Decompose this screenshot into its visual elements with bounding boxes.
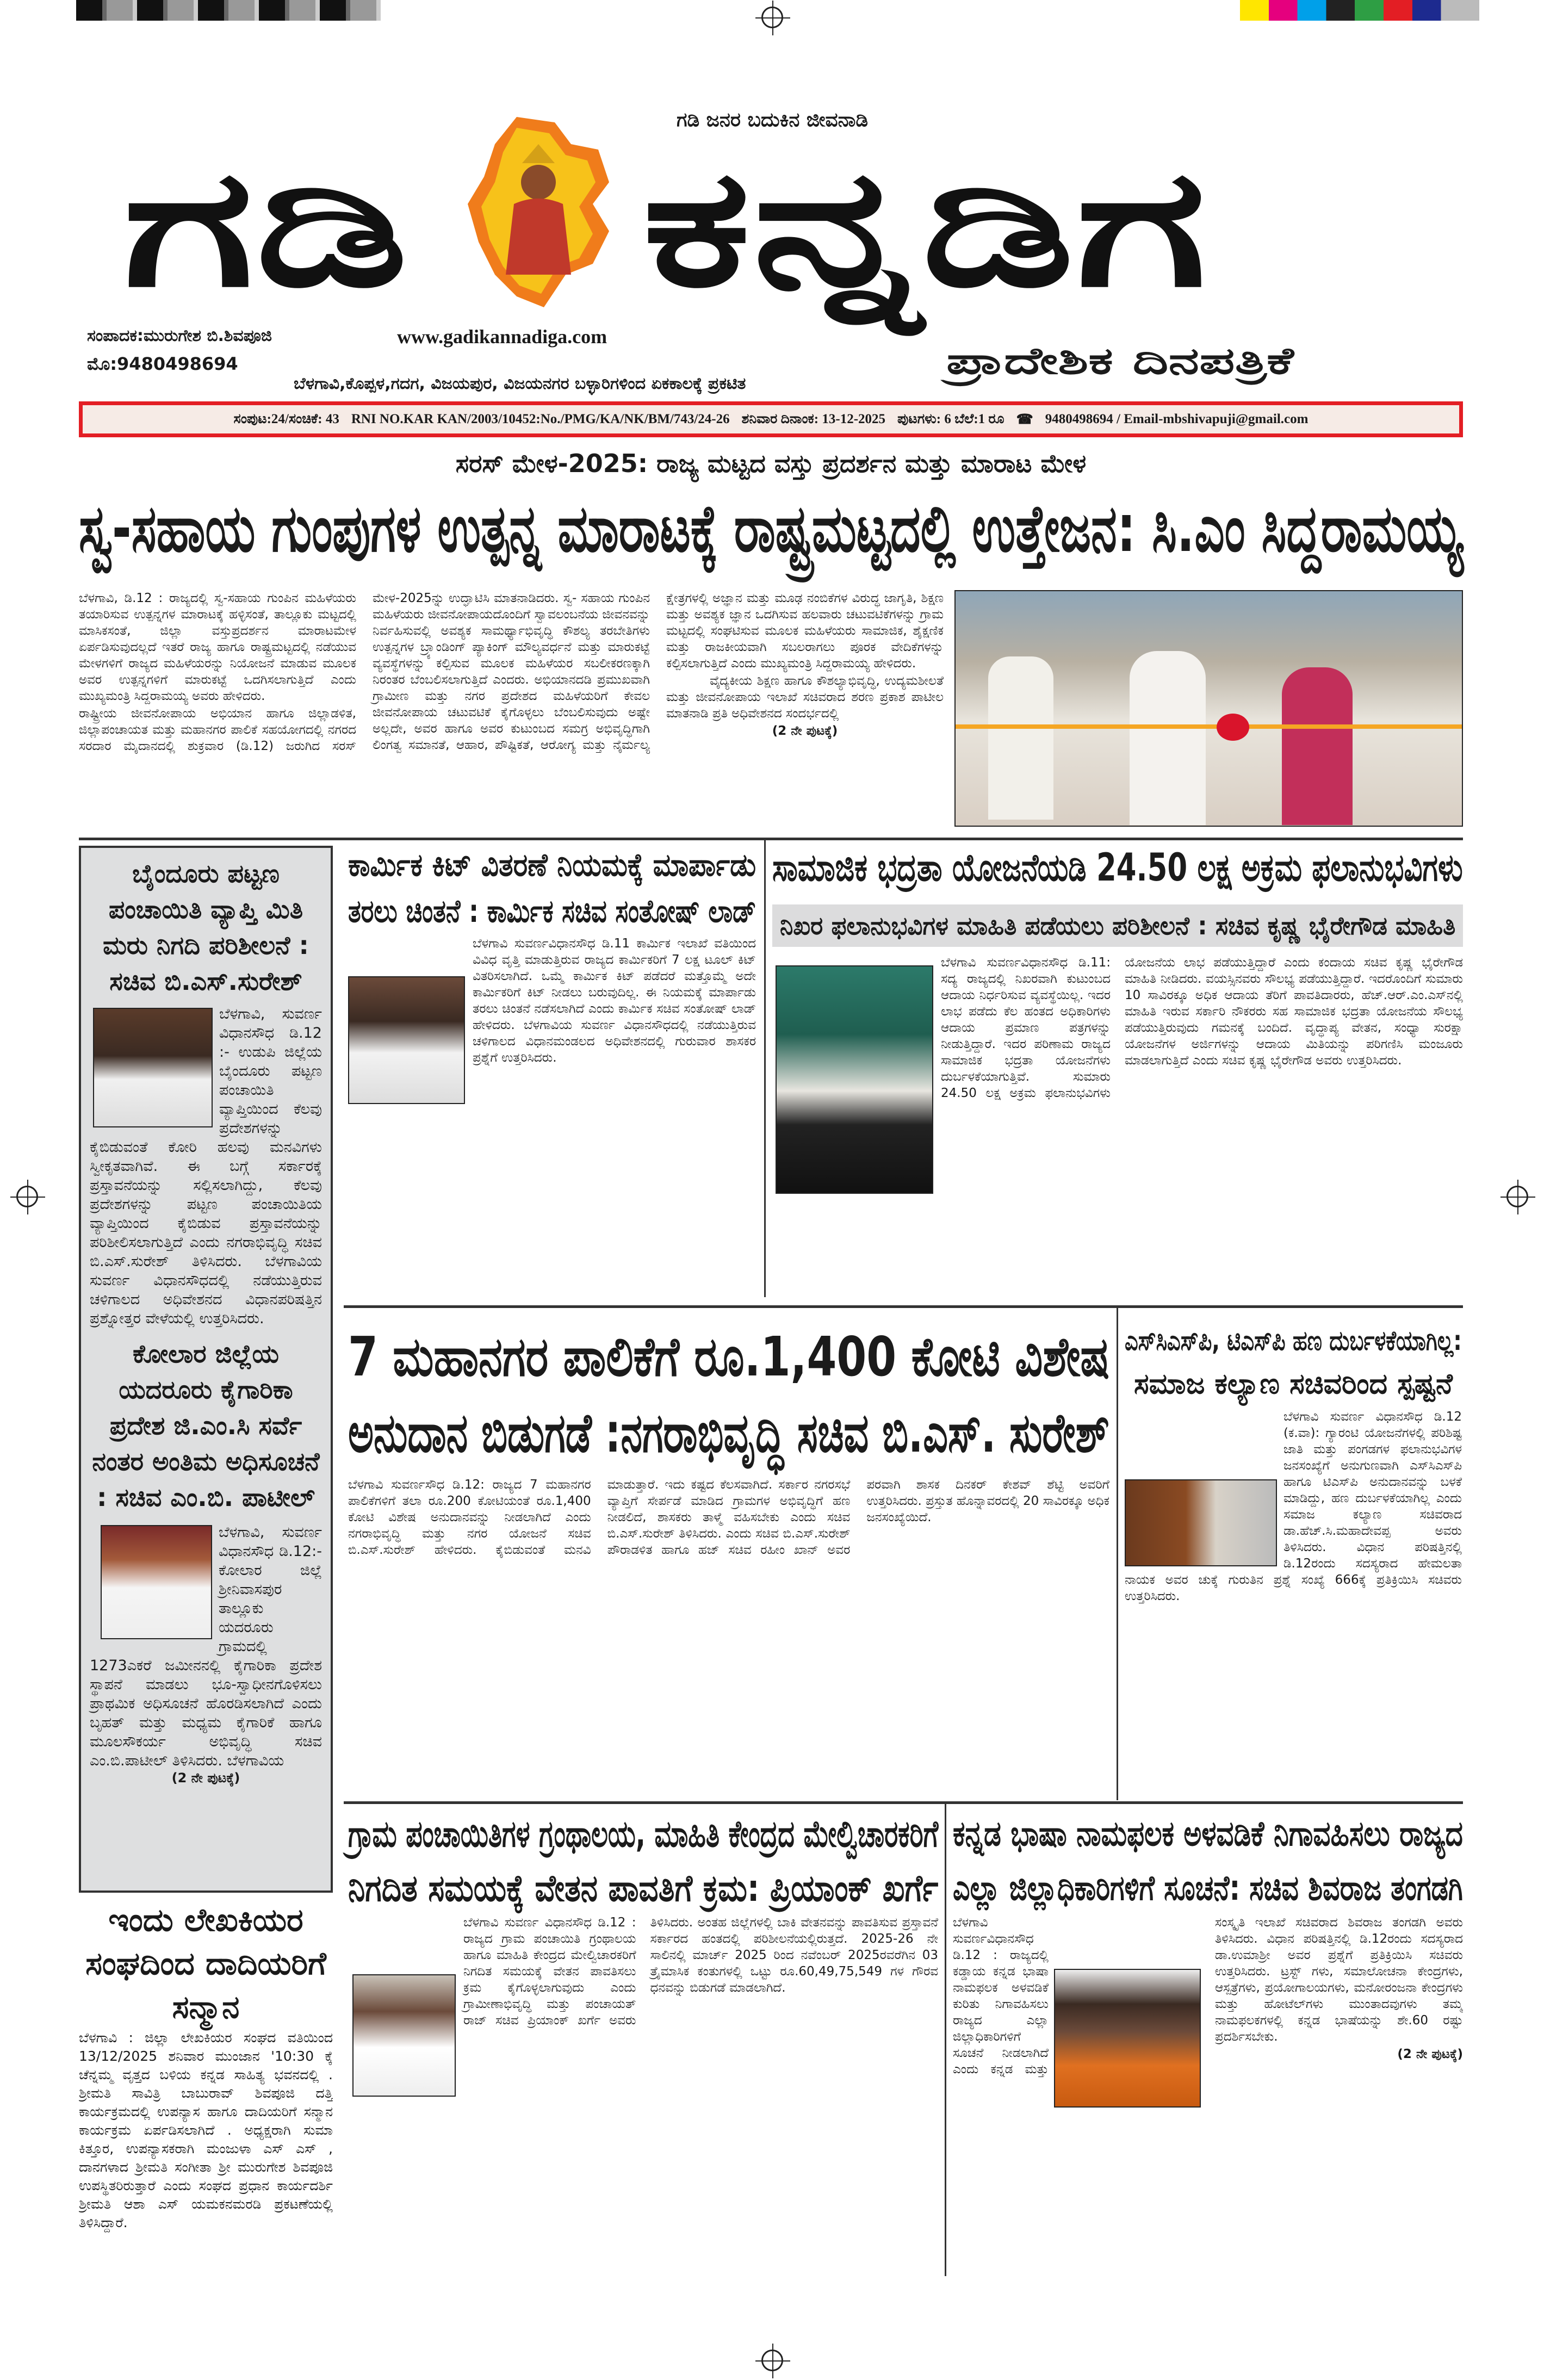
registration-mark-bottom [761, 2350, 783, 2371]
divider [79, 838, 1463, 840]
main-story-kicker: ಸರಸ್ ಮೇಳ-2025: ರಾಜ್ಯ ಮಟ್ಟದ ವಸ್ತು ಪ್ರದರ್ಶನ ಮತ್ತು ಮಾರಾಟ ಮೇಳ [455, 449, 1087, 478]
minister-tangadagi-photo [1054, 1969, 1201, 2108]
kolar-body: ಬೆಳಗಾವಿ, ಸುವರ್ಣ ವಿಧಾನಸೌಧ ಡಿ.12:- ಕೋಲಾರ ಜಿಲ್ಲೆ ಶ್ರೀನಿವಾಸಪುರ ತಾಲ್ಲೂಕು ಯದರೂರು ಗ್ರಾಮದಲ್ಲಿ 1273ಎಕರೆ ಜಮೀನನಲ್ಲಿ ಕೈಗಾರಿಕಾ ಪ್ರದೇಶ ಸ್ಥಾಪನೆ ಮಾಡಲು ಭೂ-ಸ್ವಾಧೀನಗೊಳಿಸಲು ಪ್ರಾಥಮಿಕ ಅಧಿಸೂಚನೆ ಹೊರಡಿಸಲಾಗಿದೆ ಎಂದು ಬೃಹತ್ ಮತ್ತು ಮಧ್ಯಮ ಕೈಗಾರಿಕೆ ಹಾಗೂ ಮೂಲಸೌಕರ್ಯ ಅಭಿವೃದ್ಧಿ ಸಚಿವ ಎಂ.ಬಿ.ಪಾಟೀಲ್ ತಿಳಿಸಿದರು. ಬೆಳಗಾವಿಯ [90, 1524, 322, 1769]
library-headline-line2: ನಿಗದಿತ ಸಮಯಕ್ಕೆ ವೇತನ ಪಾವತಿಗೆ ಕ್ರಮ: ಪ್ರಿಯಾಂಕ್ ಖರ್ಗೆ [348, 1867, 939, 1910]
divider [344, 1801, 1463, 1804]
main-story-headline: ಸ್ವ-ಸಹಾಯ ಗುಂಪುಗಳ ಉತ್ಪನ್ನ ಮಾರಾಟಕ್ಕೆ ರಾಷ್ಟ್ರಮಟ್ಟದಲ್ಲಿ ಉತ್ತೇಜನ: ಸಿ.ಎಂ ಸಿದ್ದರಾಮಯ್ಯ [79, 491, 1464, 567]
minister-kharge-photo [352, 1974, 456, 2097]
paragraph: ಬೆಳಗಾವಿ ಸುವರ್ಣವಿಧಾನಸೌಧ ಡಿ.11 ಕಾರ್ಮಿಕ ಇಲಾಖೆ ವತಿಯಿಂದ ವಿವಿಧ ವೃತ್ತಿ ಮಾಡುತ್ತಿರುವ ರಾಜ್ಯದ ಕಾರ್ಮಿಕರಿಗೆ 7 ಲಕ್ಷ ಟೂಲ್ ಕಿಟ್ ವಿತರಿಸಲಾಗಿದೆ. ಒಮ್ಮೆ ಕಾರ್ಮಿಕ ಕಿಟ್ ಪಡೆದರೆ ಮತ್ತೊಮ್ಮೆ ಅದೇ ಕಾರ್ಮಿಕರಿಗೆ ಕಿಟ್ ನೀಡಲು ಬರುವುದಿಲ್ಲ. ಈ ನಿಯಮಕ್ಕೆ ಮಾರ್ಪಾಡು ತರಲು ಚಿಂತನೆ ನಡೆಸಲಾಗಿದೆ ಎಂದು ಕಾರ್ಮಿಕ ಸಚಿವ ಸಂತೋಷ್ ಲಾಡ್ ಹೇಳಿದರು. ಬೆಳಗಾವಿಯ ಸುವರ್ಣ ವಿಧಾನಸೌಧದಲ್ಲಿ ನಡೆಯುತ್ತಿರುವ ಚಳಿಗಾಲದ ವಿಧಾನಮಂಡಲದ ಅಧಿವೇಶನದಲ್ಲಿ ಗುರುವಾರ ಶಾಸಕರ ಪ್ರಶ್ನೆಗೆ ಉತ್ತರಿಸಿದರು. [473, 937, 756, 1065]
signboard-headline-line2: ಎಲ್ಲಾ ಜಿಲ್ಲಾಧಿಕಾರಿಗಳಿಗೆ ಸೂಚನೆ: ಸಚಿವ ಶಿವರಾಜ ತಂಗಡಗಿ [953, 1868, 1463, 1908]
continued-label[interactable]: (2 ನೇ ಪುಟಕ್ಕೆ) [171, 1770, 240, 1786]
publication-regions: ಬೆಳಗಾವಿ,ಕೊಪ್ಪಳ,ಗದಗ, ವಿಜಯಪುರ, ವಿಜಯನಗರ ಬಳ್ಳಾರಿಗಳಿಂದ ಏಕಕಾಲಕ್ಕೆ ಪ್ರಕಟಿತ [294, 374, 746, 393]
labour-body [348, 935, 756, 1289]
scsp-body [1125, 1409, 1462, 1789]
divider [344, 1305, 1463, 1308]
library-headline-line1: ಗ್ರಾಮ ಪಂಚಾಯಿತಿಗಳ ಗ್ರಂಥಾಲಯ, ಮಾಹಿತಿ ಕೇಂದ್ರದ ಮೇಲ್ವಿಚಾರಕರಿಗೆ [348, 1813, 939, 1856]
minister-suresh-photo [93, 1008, 213, 1127]
editor-mobile: ಮೊ:9480498694 [87, 354, 238, 374]
karnataka-map-goddess-logo [435, 111, 642, 318]
pension-subhead: ನಿಖರ ಫಲಾನುಭವಿಗಳ ಮಾಹಿತಿ ಪಡೆಯಲು ಪರಿಶೀಲನೆ : ಸಚಿವ ಕೃಷ್ಣ ಭೈರೇಗೌಡ ಮಾಹಿತಿ [780, 911, 1456, 940]
minister-patil-photo [101, 1525, 212, 1639]
rni-number: RNI NO.KAR KAN/2003/10452:No./PMG/KA/NK/BM/743/24-26 [351, 412, 730, 426]
paragraph: ಬೆಳಗಾವಿ ಸುವರ್ಣಸೌಧ ಡಿ.12: ರಾಜ್ಯದ 7 ಮಹಾನಗರ ಪಾಲಿಕೆಗಳಿಗೆ ತಲಾ ರೂ.200 ಕೋಟಿಯಂತೆ ರೂ.1,400 ಕೋಟಿ ವಿಶೇಷ ಅನುದಾನವನ್ನು ನೀಡಲಾಗಿದೆ ಎಂದು ನಗರಾಭಿವೃದ್ಧಿ ಮತ್ತು ನಗರ ಯೋಜನೆ ಸಚಿವ ಬಿ.ಎಸ್.ಸುರೇಶ್ ಹೇಳಿದರು. ಕೈಬಿಡುವಂತೆ ಮನವಿ ಮಾಡುತ್ತಾರೆ. ಇದು ಕಷ್ಟದ ಕೆಲಸವಾಗಿದೆ. ಸರ್ಕಾರ ನಗರಸಭೆ ವ್ಯಾಪ್ತಿಗೆ ಸೇರ್ಪಡೆ ಮಾಡಿದ ಗ್ರಾಮಗಳ ಅಭಿವೃದ್ಧಿಗೆ ಹಣ ನೀಡಲಿದೆ, ಶಾಸಕರು ತಾಳ್ಮೆ ವಹಿಸಬೇಕು ಎಂದು ಸಚಿವ ಬಿ.ಎಸ್.ಸುರೇಶ್ ತಿಳಿಸಿದರು. ಎಂದು ಸಚಿವ ಬಿ.ಎಸ್.ಸುರೇಶ್ ಪೌರಾಡಳಿತ ಹಾಗೂ ಹಜ್ ಸಚಿವ ರಹೀಂ ಖಾನ್ ಅವರ ಪರವಾಗಿ ಶಾಸಕ ದಿನಕರ್ ಕೇಶವ್ ಶೆಟ್ಟಿ ಅವರಿಗೆ ಉತ್ತರಿಸಿದರು. ಪ್ರಸ್ತುತ ಹೊನ್ನಾವರದಲ್ಲಿ 20 ಸಾವಿರಕ್ಕೂ ಅಧಿಕ ಜನಸಂಖ್ಯೆಯಿದೆ. [348, 1478, 1109, 1557]
library-body [348, 1914, 938, 2273]
kolar-headline: ಕೋಲಾರ ಜಿಲ್ಲೆಯ ಯದರೂರು ಕೈಗಾರಿಕಾ ಪ್ರದೇಶ ಜಿ.ಎಂ.ಸಿ ಸರ್ವೆ ನಂತರ ಅಂತಿಮ ಅಧಿಸೂಚನೆ : ಸಚಿವ ಎಂ.ಬಿ. ಪಾಟೀಲ್ [92, 1339, 320, 1512]
paragraph: ಬೆಳಗಾವಿ ಸುವರ್ಣ ವಿಧಾನಸೌಧ ಡಿ.12 : ರಾಜ್ಯದ ಗ್ರಾಮ ಪಂಚಾಯಿತಿ ಗ್ರಂಥಾಲಯ ಹಾಗೂ ಮಾಹಿತಿ ಕೇಂದ್ರದ ಮೇಲ್ವಿಚಾರಕರಿಗೆ ನಿಗದಿತ ಸಮಯಕ್ಕೆ ವೇತನ ಪಾವತಿಸಲು ಕ್ರಮ ಕೈಗೊಳ್ಳಲಾಗುವುದು ಎಂದು ಗ್ರಾಮೀಣಾಭಿವೃದ್ಧಿ ಮತ್ತು ಪಂಚಾಯತ್ ರಾಜ್ ಸಚಿವ ಪ್ರಿಯಾಂಕ್ ಖರ್ಗೆ ಅವರು ತಿಳಿಸಿದರು. ಅಂತಹ ಜಿಲ್ಲೆಗಳಲ್ಲಿ ಬಾಕಿ ವೇತನವನ್ನು ಪಾವತಿಸುವ ಪ್ರಸ್ತಾವನೆ ಸರ್ಕಾರದ ಹಂತದಲ್ಲಿ ಪರಿಶೀಲನೆಯಲ್ಲಿರುತ್ತದೆ. 2025-26 ನೇ ಸಾಲಿನಲ್ಲಿ ಮಾರ್ಚ್ 2025 ರಿಂದ ನವೆಂಬರ್ 2025ರವರೆಗಿನ 03 ತ್ರೈಮಾಸಿಕ ಕಂತುಗಳಲ್ಲಿ ಒಟ್ಟು ರೂ.60,49,75,549 ಗಳ ಗೌರವ ಧನವನ್ನು ಬಿಡುಗಡೆ ಮಾಡಲಾಗಿದೆ. [463, 1916, 938, 2028]
signboard-body [953, 1914, 1463, 2273]
writers-association-story [79, 1898, 333, 2290]
cm-ribbon-cutting-photo [954, 590, 1463, 827]
municipal-headline-line1: 7 ಮಹಾನಗರ ಪಾಲಿಕೆಗೆ ರೂ.1,400 ಕೋಟಿ ವಿಶೇಷ [348, 1325, 1110, 1389]
paragraph: ಬೆಳಗಾವಿ ಸುವರ್ಣವಿಧಾನಸೌಧ ಡಿ.12 : ರಾಜ್ಯದಲ್ಲಿ ಕಡ್ಡಾಯ ಕನ್ನಡ ಭಾಷಾ ನಾಮಫಲಕ ಅಳವಡಿಕೆ ಕುರಿತು ನಿಗಾವಹಿಸಲು ರಾಜ್ಯದ ಎಲ್ಲಾ ಜಿಲ್ಲಾಧಿಕಾರಿಗಳಿಗೆ ಸೂಚನೆ ನೀಡಲಾಗಿದೆ ಎಂದು ಕನ್ನಡ ಮತ್ತು ಸಂಸ್ಕೃತಿ ಇಲಾಖೆ ಸಚಿವರಾದ ಶಿವರಾಜ ತಂಗಡಗಿ ಅವರು ತಿಳಿಸಿದರು. ವಿಧಾನ ಪರಿಷತ್ತಿನಲ್ಲಿ ಡಿ.12ರಂದು ಸದಸ್ಯರಾದ ಡಾ.ಉಮಾಶ್ರೀ ಅವರ ಪ್ರಶ್ನೆಗೆ ಪ್ರತಿಕ್ರಿಯಿಸಿ ಸಚಿವರು ಉತ್ತರಿಸಿದರು. ಟ್ರಸ್ಟ್ ಗಳು, ಸಮಾಲೋಚನಾ ಕೇಂದ್ರಗಳು, ಆಸ್ಪತ್ರೆಗಳು, ಪ್ರಯೋಗಾಲಯಗಳು, ಮನೋರಂಜನಾ ಕೇಂದ್ರಗಳು ಮತ್ತು ಹೋಟೆಲ್‌ಗಳು ಮುಂತಾದವುಗಳು ತಮ್ಮ ನಾಮಫಲಕಗಳಲ್ಲಿ ಕನ್ನಡ ಭಾಷೆಯನ್ನು ಶೇ.60 ರಷ್ಟು ಪ್ರದರ್ಶಿಸಬೇಕು. [953, 1916, 1463, 2077]
paragraph: ಬೆಳಗಾವಿ ಸುವರ್ಣ ವಿಧಾನಸೌಧ ಡಿ.12 (ಕ.ವಾ): ಗ್ಯಾರಂಟಿ ಯೋಜನೆಗಳಲ್ಲಿ ಪರಿಶಿಷ್ಟ ಜಾತಿ ಮತ್ತು ಪಂಗಡಗಳ ಫಲಾನುಭವಿಗಳ ಜನಸಂಖ್ಯೆಗೆ ಅನುಗುಣವಾಗಿ ಎಸ್‌ಸಿಎಸ್‌ಪಿ ಹಾಗೂ ಟಿಎಸ್‌ಪಿ ಅನುದಾನವನ್ನು ಬಳಕೆ ಮಾಡಿದ್ದು, ಹಣ ದುರ್ಬಳಕೆಯಾಗಿಲ್ಲ ಎಂದು ಸಮಾಜ ಕಲ್ಯಾಣ ಸಚಿವರಾದ ಡಾ.ಹೆಚ್.ಸಿ.ಮಹಾದೇವಪ್ಪ ಅವರು ತಿಳಿಸಿದರು. ವಿಧಾನ ಪರಿಷತ್ತಿನಲ್ಲಿ ಡಿ.12ರಂದು ಸದಸ್ಯರಾದ ಹೇಮಲತಾ ನಾಯಕ ಅವರ ಚುಕ್ಕೆ ಗುರುತಿನ ಪ್ರಶ್ನೆ ಸಂಖ್ಯೆ 666ಕ್ಕೆ ಪ್ರತಿಕ್ರಿಯಿಸಿ ಸಚಿವರು ಉತ್ತರಿಸಿದರು. [1125, 1410, 1462, 1603]
minister-lad-photo [348, 976, 465, 1104]
continued-label[interactable]: (2 ನೇ ಪುಟಕ್ಕೆ) [772, 724, 838, 738]
paper-type: ಪ್ರಾದೇಶಿಕ ದಿನಪತ್ರಿಕೆ [946, 340, 1294, 383]
pension-subhead-box [772, 904, 1463, 947]
labour-headline-line2: ತರಲು ಚಿಂತನೆ : ಕಾರ್ಮಿಕ ಸಚಿವ ಸಂತೋಷ್ ಲಾಡ್ [348, 892, 757, 929]
bynduru-headline: ಬೈಂದೂರು ಪಟ್ಟಣ ಪಂಚಾಯಿತಿ ವ್ಯಾಪ್ತಿ ಮಿತಿ ಮರು ನಿಗದಿ ಪರಿಶೀಲನೆ : ಸಚಿವ ಬಿ.ಎಸ್.ಸುರೇಶ್ [103, 859, 309, 996]
registration-mark-right [1506, 1186, 1528, 1207]
print-color-bar-right [1240, 0, 1479, 21]
writers-body: ಬೆಳಗಾವಿ : ಜಿಲ್ಲಾ ಲೇಖಕಿಯರ ಸಂಘದ ವತಿಯಿಂದ 13/12/2025 ಶನಿವಾರ ಮುಂಜಾನ '10:30 ಕ್ಕೆ ಚೆನ್ನಮ್ಮ ವೃತ್ತದ ಬಳಿಯ ಕನ್ನಡ ಸಾಹಿತ್ಯ ಭವನದಲ್ಲಿ . ಶ್ರೀಮತಿ ಸಾವಿತ್ರಿ ಬಾಬುರಾವ್ ಶಿವಪೂಜಿ ದತ್ತಿ ಕಾರ್ಯಕ್ರಮದಲ್ಲಿ ಉಪನ್ಯಾಸ ಹಾಗೂ ದಾದಿಯರಿಗೆ ಸನ್ಮಾನ ಕಾರ್ಯಕ್ರಮ ಏರ್ಪಡಿಸಲಾಗಿದೆ . ಅಧ್ಯಕ್ಷರಾಗಿ ಸುಮಾ ಕಿತ್ತೂರ, ಉಪನ್ಯಾಸಕರಾಗಿ ಮಂಜುಳಾ ಎಸ್ ಎಸ್ , ದಾನಗಳಾದ ಶ್ರೀಮತಿ ಸಂಗೀತಾ ಶ್ರೀ ಮುರುಗೇಶ ಶಿವಪೂಜಿ ಉಪಸ್ಥಿತರಿರುತ್ತಾರೆ ಎಂದು ಸಂಘದ ಪ್ರಧಾನ ಕಾರ್ಯದರ್ಶಿ ಶ್ರೀಮತಿ ಆಶಾ ಎಸ್ ಯಮಕನಮರಡಿ ಪ್ರಕಟಣೆಯಲ್ಲಿ ತಿಳಿಸಿದ್ದಾರೆ. [79, 2030, 333, 2230]
paragraph: ವೈದ್ಯಕೀಯ ಶಿಕ್ಷಣ ಹಾಗೂ ಕೌಶಲ್ಯಾಭಿವೃದ್ಧಿ, ಉದ್ಯಮಶೀಲತೆ ಮತ್ತು ಜೀವನೋಪಾಯ ಇಲಾಖೆ ಸಚಿವರಾದ ಶರಣ ಪ್ರಕಾಶ ಪಾಟೀಲ ಮಾತನಾಡಿ ಪ್ರತಿ ಅಧಿವೇಶನದ ಸಂದರ್ಭದಲ್ಲಿ [666, 674, 944, 721]
scsp-headline-line1: ಎಸ್‌ಸಿಎಸ್‌ಪಿ, ಟಿಎಸ್‌ಪಿ ಹಣ ದುರ್ಬಳಕೆಯಾಗಿಲ್ಲ: [1125, 1325, 1462, 1356]
writers-headline: ಇಂದು ಲೇಖಕಿಯರ ಸಂಘದಿಂದ ದಾದಿಯರಿಗೆ ಸನ್ಮಾನ [85, 1901, 326, 2025]
minister-byregowda-photo [776, 965, 933, 1194]
masthead-title-left: ಗಡಿ [122, 133, 409, 323]
paragraph: ರಾಷ್ಟ್ರೀಯ ಜೀವನೋಪಾಯ ಅಭಿಯಾನ ಹಾಗೂ ಜಿಲ್ಲಾಡಳಿತ, ಜಿಲ್ಲಾಪಂಚಾಯತ ಮತ್ತು ಮಹಾನಗರ ಪಾಲಿಕೆ ಸಹಯೋಗದಲ್ಲಿ ನಗರದ ಸರದಾರ ಮೈದಾನದಲ್ಲಿ ಶುಕ್ರವಾರ (ಡಿ.12) ಜರುಗಿದ ಸರಸ್ ಮೇಳ-2025ನ್ನು ಉದ್ಘಾಟಿಸಿ ಮಾತನಾಡಿದರು. ಸ್ವ- ಸಹಾಯ ಗುಂಪಿನ ಮಹಿಳೆಯರು ಜೀವನೋಪಾಯದೊಂದಿಗೆ ಸ್ವಾವಲಂಬನೆಯ ಜೀವನವನ್ನು ನಿರ್ವಹಿಸುವಲ್ಲಿ ಅವಶ್ಯಕ ಸಾಮರ್ಥ್ಯಾಭಿವೃದ್ಧಿ ಕೌಶಲ್ಯ ತರಬೇತಿಗಳು ಉತ್ಪನ್ನಗಳ ಬ್ರ್ಯಾಂಡಿಂಗ್ ಪ್ಯಾಕಿಂಗ್ ಮೌಲ್ಯವರ್ಧನೆ ಮತ್ತು ಮಾರುಕಟ್ಟೆ ವ್ಯವಸ್ಥೆಗಳನ್ನು ಕಲ್ಪಿಸುವ ಮೂಲಕ ಮಹಿಳೆಯರ ಸಬಲೀಕರಣಕ್ಕಾಗಿ ನಿರಂತರ ಬೆಂಬಲಿಸಲಾಗುತ್ತಿದೆ ಎಂದರು. ಅಭಿಯಾನದಡಿ ಪ್ರಮುಖವಾಗಿ ಗ್ರಾಮೀಣ ಮತ್ತು ನಗರ ಪ್ರದೇಶದ ಮಹಿಳೆಯರಿಗೆ ಕೇವಲ ಜೀವನೋಪಾಯ ಚಟುವಟಿಕೆ ಕೈಗೊಳ್ಳಲು ಬೆಂಬಲಿಸುವುದು ಅಷ್ಟೇ ಅಲ್ಲದೇ, ಅವರ ಹಾಗೂ ಅವರ ಕುಟುಂಬದ ಸಮಗ್ರ ಅಭಿವೃದ್ಧಿಗಾಗಿ ಲಿಂಗತ್ವ ಸಮಾನತೆ, ಆಹಾರ, ಪೌಷ್ಟಿಕತೆ, ಆರೋಗ್ಯ ಮತ್ತು ನೈರ್ಮಲ್ಯ ಕ್ಷೇತ್ರಗಳಲ್ಲಿ ಅಜ್ಞಾನ ಮತ್ತು ಮೂಢ ನಂಬಿಕೆಗಳ ವಿರುದ್ಧ ಜಾಗೃತಿ, ಶಿಕ್ಷಣ ಮತ್ತು ಅವಶ್ಯಕ ಜ್ಞಾನ ಒದಗಿಸುವ ಹಲವಾರು ಚಟುವಟಿಕೆಗಳನ್ನು ಗ್ರಾಮ ಮಟ್ಟದಲ್ಲಿ ಸಂಘಟಿಸುವ ಮೂಲಕ ಮಹಿಳೆಯರು ಸಾಮಾಜಿಕ, ಶೈಕ್ಷಣಿಕ ಮತ್ತು ರಾಜಕೀಯವಾಗಿ ಸಬಲರಾಗಲು ಪೂರಕ ವೇದಿಕೆಗಳನ್ನು ಕಲ್ಪಿಸಲಾಗುತ್ತಿದೆ ಎಂದು ಮುಖ್ಯಮಂತ್ರಿ ಸಿದ್ದರಾಮಯ್ಯ ಹೇಳಿದರು. [79, 591, 944, 753]
pages-price: ಪುಟಗಳು: 6 ಬೆಲೆ:1 ರೂ [897, 412, 1004, 426]
municipal-body [348, 1477, 1109, 1787]
minister-mahadevappa-photo [1125, 1479, 1277, 1566]
signboard-headline-line1: ಕನ್ನಡ ಭಾಷಾ ನಾಮಫಲಕ ಅಳವಡಿಕೆ ನಿಗಾವಹಿಸಲು ರಾಜ್ಯದ [953, 1814, 1463, 1854]
main-story-body [79, 590, 944, 835]
masthead-title-right: ಕನ್ನಡಿಗ [642, 133, 1208, 323]
paragraph: ಬೆಳಗಾವಿ ಸುವರ್ಣವಿಧಾನಸೌಧ ಡಿ.11: ಸದ್ಯ ರಾಜ್ಯದಲ್ಲಿ ನಿಖರವಾಗಿ ಕುಟುಂಬದ ಆದಾಯ ನಿರ್ಧರಿಸುವ ವ್ಯವಸ್ಥೆಯಿಲ್ಲ. ಇದರ ಲಾಭ ಪಡೆದು ಕೆಲ ಹಂತದ ಅಧಿಕಾರಿಗಳು ಆದಾಯ ಪ್ರಮಾಣ ಪತ್ರಗಳನ್ನು ನೀಡುತ್ತಿದ್ದಾರೆ. ಇದರ ಪರಿಣಾಮ ರಾಜ್ಯದ ಸಾಮಾಜಿಕ ಭದ್ರತಾ ಯೋಜನೆಗಳು ದುರ್ಬಳಕೆಯಾಗುತ್ತಿವೆ. ಸುಮಾರು 24.50 ಲಕ್ಷ ಅಕ್ರಮ ಫಲಾನುಭವಿಗಳು ಯೋಜನೆಯ ಲಾಭ ಪಡೆಯುತ್ತಿದ್ದಾರೆ ಎಂದು ಕಂದಾಯ ಸಚಿವ ಕೃಷ್ಣ ಭೈರೇಗೌಡ ಮಾಹಿತಿ ನೀಡಿದರು. ವಯಸ್ಸಿನವರು ಸೌಲಭ್ಯ ಪಡೆಯುತ್ತಿದ್ದಾರೆ. ಇದರೊಂದಿಗೆ ಸುಮಾರು 10 ಸಾವಿರಕ್ಕೂ ಅಧಿಕ ಆದಾಯ ತೆರಿಗೆ ಪಾವತಿದಾರರು, ಹೆಚ್.ಆರ್.ಎಂ.ಎಸ್‌ನಲ್ಲಿ ಮಾಹಿತಿ ಇರುವ ಸರ್ಕಾರಿ ನೌಕರರು ಸಹ ಸಾಮಾಜಿಕ ಭದ್ರತಾ ಯೋಜನೆಯ ಸೌಲಭ್ಯ ಪಡೆಯುತ್ತಿರುವುದು ಗಮನಕ್ಕೆ ಬಂದಿದೆ. ವೃದ್ಧಾಪ್ಯ ವೇತನ, ಸಂಧ್ಯಾ ಸುರಕ್ಷಾ ಯೋಜನೆಗಳ ಅರ್ಜಿಗಳನ್ನು ಆದಾಯ ಮಿತಿಯನ್ನು ಪರಿಗಣಿಸಿ ಮಂಜೂರು ಮಾಡಲಾಗುತ್ತಿದೆ ಎಂದು ಸಚಿವ ಕೃಷ್ಣ ಭೈರೇಗೌಡ ಅವರು ಉತ್ತರಿಸಿದರು. [941, 956, 1463, 1100]
divider [1117, 1308, 1118, 1800]
divider [945, 1803, 946, 2276]
phone-icon: ☎ [1016, 412, 1033, 427]
divider [764, 840, 766, 1297]
registration-mark-top [761, 7, 783, 28]
pension-body [772, 955, 1463, 1292]
pension-headline: ಸಾಮಾಜಿಕ ಭದ್ರತಾ ಯೋಜನೆಯಡಿ 24.50 ಲಕ್ಷ ಅಕ್ರಮ ಫಲಾನುಭವಿಗಳು [772, 845, 1463, 890]
tagline: ಗಡಿ ಜನರ ಬದುಕಿನ ಜೀವನಾಡಿ [676, 109, 869, 131]
continued-label[interactable]: (2 ನೇ ಪುಟಕ್ಕೆ) [1397, 2047, 1463, 2061]
left-news-box [79, 846, 333, 1893]
bynduru-body: ಬೆಳಗಾವಿ, ಸುವರ್ಣ ವಿಧಾನಸೌಧ ಡಿ.12 :- ಉಡುಪಿ ಜಿಲ್ಲೆಯ ಬೈಂದೂರು ಪಟ್ಟಣ ಪಂಚಾಯಿತಿ ವ್ಯಾಪ್ತಿಯಿಂದ ಕೆಲವು ಪ್ರದೇಶಗಳನ್ನು ಕೈಬಿಡುವಂತೆ ಕೋರಿ ಹಲವು ಮನವಿಗಳು ಸ್ವೀಕೃತವಾಗಿವೆ. ಈ ಬಗ್ಗೆ ಸರ್ಕಾರಕ್ಕೆ ಪ್ರಸ್ತಾವನೆಯನ್ನು ಸಲ್ಲಿಸಲಾಗಿದ್ದು, ಕೆಲವು ಪ್ರದೇಶಗಳನ್ನು ಪಟ್ಟಣ ಪಂಚಾಯಿತಿಯ ವ್ಯಾಪ್ತಿಯಿಂದ ಕೈಬಿಡುವ ಪ್ರಸ್ತಾವನೆಯನ್ನು ಪರಿಶೀಲಿಸಲಾಗುತ್ತಿದೆ ಎಂದು ನಗರಾಭಿವೃದ್ಧಿ ಸಚಿವ ಬಿ.ಎಸ್.ಸುರೇಶ್ ತಿಳಿಸಿದರು. ಬೆಳಗಾವಿಯ ಸುವರ್ಣ ವಿಧಾನಸೌಧದಲ್ಲಿ ನಡೆಯುತ್ತಿರುವ ಚಳಿಗಾಲದ ಅಧಿವೇಶನದ ವಿಧಾನಪರಿಷತ್ತಿನ ಪ್ರಶ್ನೋತ್ತರ ವೇಳೆಯಲ್ಲಿ ಉತ್ತರಿಸಿದರು. [90, 1006, 322, 1327]
editor-name: ಸಂಪಾದಕ:ಮುರುಗೇಶ ಬಿ.ಶಿವಪೂಜಿ [87, 326, 272, 345]
scsp-headline-line2: ಸಮಾಜ ಕಲ್ಯಾಣ ಸಚಿವರಿಂದ ಸ್ಪಷ್ಟನೆ [1134, 1368, 1453, 1400]
issue-date: ಶನಿವಾರ ದಿನಾಂಕ: 13-12-2025 [741, 412, 886, 426]
paragraph: ಬೆಳಗಾವಿ, ಡಿ.12 : ರಾಜ್ಯದಲ್ಲಿ ಸ್ವ-ಸಹಾಯ ಗುಂಪಿನ ಮಹಿಳೆಯರು ತಯಾರಿಸುವ ಉತ್ಪನ್ನಗಳ ಮಾರಾಟಕ್ಕೆ ಹಳ್ಳಿಸಂತೆ, ತಾಲ್ಲೂಕು ಮಟ್ಟದಲ್ಲಿ ಮಾಸಿಕಸಂತೆ, ಜಿಲ್ಲಾ ವಸ್ತುಪ್ರದರ್ಶನ ಮಾರಾಟಮೇಳ ಏರ್ಪಡಿಸುವುದಲ್ಲದೆ ಇತರೆ ರಾಜ್ಯ ಹಾಗೂ ರಾಷ್ಟ್ರಮಟ್ಟದಲ್ಲಿ ನಡೆಯುವ ಮೇಳಗಳಿಗೆ ರಾಜ್ಯದ ಮಹಿಳೆಯರನ್ನು ನಿಯೋಜನೆ ಮಾಡುವ ಮೂಲಕ ಅವರ ಉತ್ಪನ್ನಗಳಿಗೆ ಮಾರುಕಟ್ಟೆ ಒದಗಿಸಲಾಗುತ್ತಿದೆ ಎಂದು ಮುಖ್ಯಮಂತ್ರಿ ಸಿದ್ದರಾಮಯ್ಯ ಅವರು ಹೇಳಿದರು. [79, 591, 356, 703]
contact-info: 9480498694 / Email-mbshivapuji@gmail.com [1045, 412, 1309, 426]
municipal-headline-line2: ಅನುದಾನ ಬಿಡುಗಡೆ :ನಗರಾಭಿವೃದ್ಧಿ ಸಚಿವ ಬಿ.ಎಸ್. ಸುರೇಶ್ [348, 1401, 1109, 1465]
registration-mark-left [16, 1186, 38, 1207]
volume-issue: ಸಂಪುಟ:24/ಸಂಚಿಕೆ: 43 [233, 412, 339, 426]
website-link[interactable]: www.gadikannadiga.com [397, 326, 607, 348]
print-color-bar-left [76, 0, 381, 21]
labour-headline-line1: ಕಾರ್ಮಿಕ ಕಿಟ್ ವಿತರಣೆ ನಿಯಮಕ್ಕೆ ಮಾರ್ಪಾಡು [348, 846, 757, 883]
info-bar [79, 401, 1463, 437]
